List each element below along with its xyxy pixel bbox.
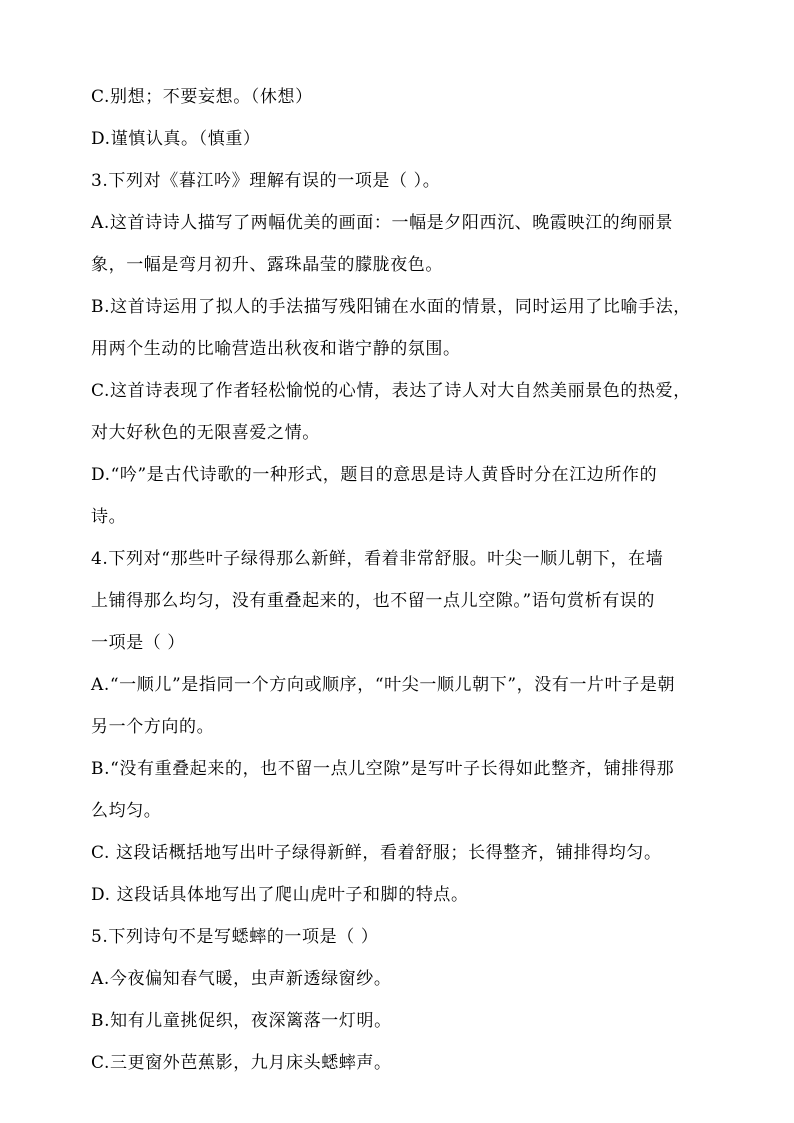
q4-stem-line3: 一项是（ ）	[91, 633, 186, 653]
q3-option-b-line2: 用两个生动的比喻营造出秋夜和谐宁静的氛围。	[91, 339, 461, 359]
q4-option-c: C. 这段话概括地写出叶子绿得新鲜，看着舒服；长得整齐，铺排得均匀。	[91, 843, 662, 863]
q5-stem: 5.下列诗句不是写蟋蟀的一项是（ ）	[91, 927, 379, 947]
q3-option-c-line2: 对大好秋色的无限喜爱之情。	[91, 423, 320, 443]
q4-option-a-line2: 另一个方向的。	[91, 717, 215, 737]
q2-option-d: D.谨慎认真。（慎重）	[91, 129, 261, 149]
q4-option-b-line2: 么均匀。	[91, 801, 162, 821]
q3-option-d-line1: D.“吟”是古代诗歌的一种形式，题目的意思是诗人黄昏时分在江边所作的	[91, 465, 658, 485]
q4-stem-line1: 4.下列对“那些叶子绿得那么新鲜，看着非常舒服。叶尖一顺儿朝下，在墙	[91, 549, 664, 569]
q5-option-b: B.知有儿童挑促织，夜深篱落一灯明。	[91, 1011, 392, 1031]
q3-option-c-line1: C.这首诗表现了作者轻松愉悦的心情，表达了诗人对大自然美丽景色的热爱，	[91, 381, 691, 401]
q3-option-d-line2: 诗。	[91, 507, 127, 527]
q5-option-c: C.三更窗外芭蕉影，九月床头蟋蟀声。	[91, 1053, 392, 1073]
q4-stem-line2: 上铺得那么均匀，没有重叠起来的，也不留一点儿空隙。”语句赏析有误的	[91, 591, 655, 611]
q4-option-d: D. 这段话具体地写出了爬山虎叶子和脚的特点。	[91, 885, 469, 905]
q3-option-a-line1: A.这首诗诗人描写了两幅优美的画面：一幅是夕阳西沉、晚霞映江的绚丽景	[91, 213, 674, 233]
q2-option-c: C.别想；不要妄想。（休想）	[91, 87, 313, 107]
q4-option-a-line1: A.“一顺儿”是指同一个方向或顺序，“叶尖一顺儿朝下”，没有一片叶子是朝	[91, 675, 676, 695]
q4-option-b-line1: B.“没有重叠起来的，也不留一点儿空隙”是写叶子长得如此整齐，铺排得那	[91, 759, 675, 779]
q3-option-b-line1: B.这首诗运用了拟人的手法描写残阳铺在水面的情景，同时运用了比喻手法，	[91, 297, 691, 317]
q5-option-a: A.今夜偏知春气暖，虫声新透绿窗纱。	[91, 969, 392, 989]
q3-stem: 3.下列对《暮江吟》理解有误的一项是（ ）。	[91, 171, 441, 191]
q3-option-a-line2: 象，一幅是弯月初升、露珠晶莹的朦胧夜色。	[91, 255, 443, 275]
